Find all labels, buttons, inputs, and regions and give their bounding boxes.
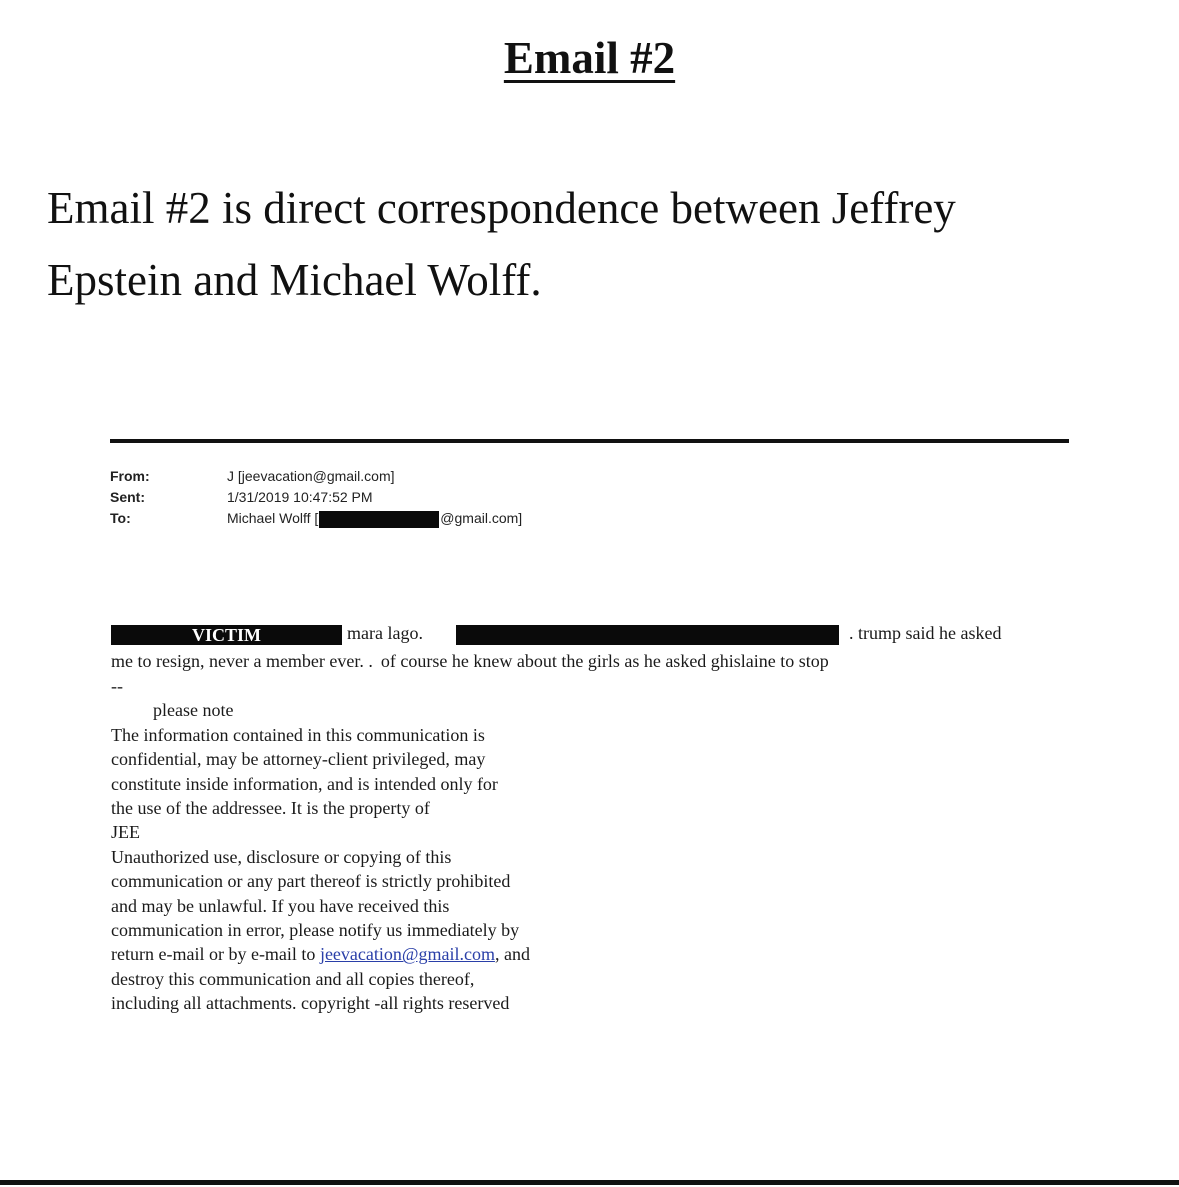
disclaimer-line: communication or any part thereof is strictly prohibited xyxy=(111,871,511,892)
body-line-2-part-2: of course he knew about the girls as he asked ghislaine to stop xyxy=(380,651,829,671)
victim-redaction-label: VICTIM xyxy=(111,625,342,645)
body-line-1 xyxy=(111,622,1002,648)
intro-paragraph xyxy=(47,172,1147,316)
return-prefix: return e-mail or by e-mail to xyxy=(111,944,320,965)
sent-value: 1/31/2019 10:47:52 PM xyxy=(227,489,373,505)
to-value xyxy=(227,508,522,529)
email-body xyxy=(111,622,1002,1016)
return-suffix: , and xyxy=(494,944,530,965)
body-line-2 xyxy=(111,648,829,674)
mara-lago-text: mara lago. xyxy=(347,623,423,643)
from-label: From: xyxy=(110,468,150,484)
intro-line-1: Email #2 is direct correspondence between Jeffrey xyxy=(47,183,956,233)
disclaimer-line: JEE xyxy=(111,822,140,843)
heading-text: Email #2 xyxy=(503,33,676,83)
email-header-rule xyxy=(110,439,1069,443)
to-label: To: xyxy=(110,510,131,526)
disclaimer-line: and may be unlawful. If you have received this xyxy=(111,895,450,916)
disclaimer-line-return xyxy=(111,942,829,966)
trump-text: . trump said he asked xyxy=(849,623,1002,643)
body-line-2-part-1: me to resign, never a member ever. . xyxy=(111,651,373,671)
please-note: please note xyxy=(153,700,234,721)
intro-line-2: Epstein and Michael Wolff. xyxy=(47,255,542,305)
disclaimer-line: Unauthorized use, disclosure or copying of this xyxy=(111,846,452,867)
bottom-border xyxy=(0,1180,1179,1185)
redaction-bar xyxy=(319,511,439,528)
disclaimer-line: confidential, may be attorney-client privileged, may xyxy=(111,749,486,770)
signature-dashes: -- xyxy=(111,676,123,696)
to-name: Michael Wolff [ xyxy=(227,510,319,526)
to-domain: @gmail.com] xyxy=(440,510,523,526)
document-heading xyxy=(0,30,1179,86)
from-value: J [jeevacation@gmail.com] xyxy=(227,468,395,484)
email-link[interactable]: jeevacation@gmail.com xyxy=(319,944,495,965)
disclaimer-line: communication in error, please notify us immediately by xyxy=(111,920,520,941)
redaction-bar xyxy=(456,625,839,645)
disclaimer-line: including all attachments. copyright -all rights reserved xyxy=(111,993,510,1014)
disclaimer-line: destroy this communication and all copies thereof, xyxy=(111,968,475,989)
disclaimer-line: constitute inside information, and is intended only for xyxy=(111,773,498,794)
sent-label: Sent: xyxy=(110,489,145,505)
disclaimer-line: The information contained in this communication is xyxy=(111,724,485,745)
disclaimer-line: the use of the addressee. It is the property of xyxy=(111,798,430,819)
signature-block xyxy=(111,674,829,1016)
